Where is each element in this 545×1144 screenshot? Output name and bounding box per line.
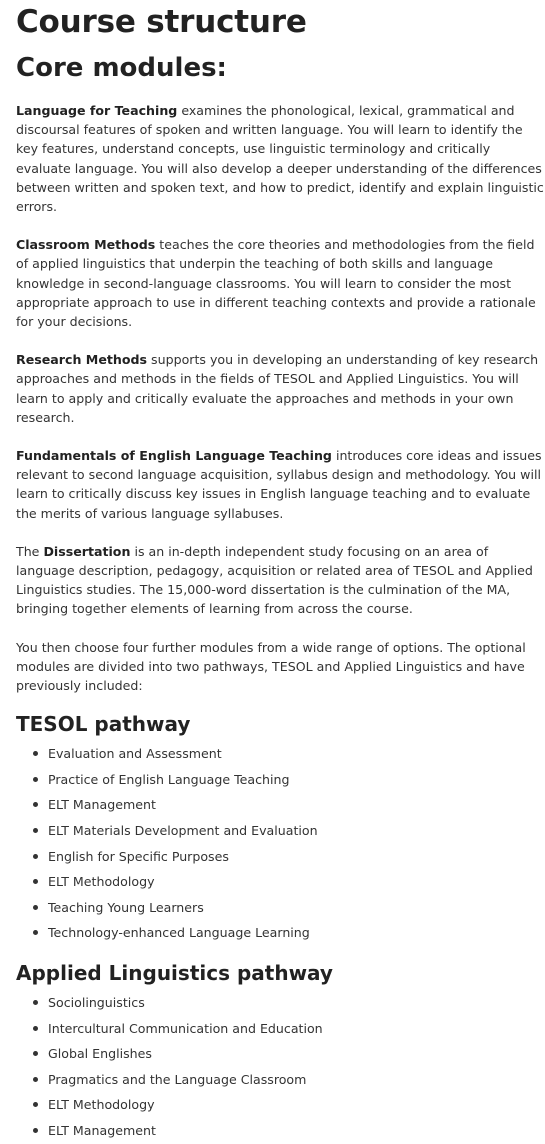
list-item bbox=[16, 741, 545, 767]
module-name-fundamentals-elt: Fundamentals of English Language Teaching bbox=[16, 448, 332, 464]
module-description-language-for-teaching bbox=[16, 101, 545, 216]
list-item bbox=[16, 1118, 545, 1144]
applied-linguistics-pathway-heading: Applied Linguistics pathway bbox=[16, 961, 333, 986]
list-item bbox=[16, 792, 545, 818]
list-item bbox=[16, 818, 545, 844]
list-item-label: Sociolinguistics bbox=[48, 995, 145, 1011]
bullet-icon bbox=[33, 828, 38, 833]
list-item-label: Technology-enhanced Language Learning bbox=[48, 925, 310, 941]
list-item bbox=[16, 895, 545, 921]
module-description-research-methods bbox=[16, 350, 545, 427]
module-text: examines the phonological, lexical, grammatical and discoursal features of spoken and written language. You will learn to identify the key features, understand concepts, use linguistic terminology and critically evaluate language. You will also develop a deeper understanding of the differences between written and spoken text, and how to predict, identify and explain linguistic errors. bbox=[16, 103, 544, 215]
list-item-label: English for Specific Purposes bbox=[48, 848, 229, 864]
list-item bbox=[16, 920, 545, 946]
bullet-icon bbox=[33, 1000, 38, 1005]
list-item bbox=[16, 1016, 545, 1042]
bullet-icon bbox=[33, 1026, 38, 1031]
module-name-classroom-methods: Classroom Methods bbox=[16, 237, 156, 253]
list-item-label: ELT Management bbox=[48, 1123, 156, 1138]
bullet-icon bbox=[33, 1077, 38, 1082]
bullet-icon bbox=[33, 777, 38, 782]
list-item bbox=[16, 1041, 545, 1067]
module-text: teaches the core theories and methodologies from the field of applied linguistics that underpin the teaching of both skills and language knowledge in second-language classrooms. You will learn to consider the most appropriate approach to use in different teaching contexts and provide a rationale for your decisions. bbox=[16, 237, 536, 330]
module-name-language-for-teaching: Language for Teaching bbox=[16, 103, 178, 118]
list-item bbox=[16, 767, 545, 793]
list-item bbox=[16, 1092, 545, 1118]
bullet-icon bbox=[33, 854, 38, 859]
list-item bbox=[16, 990, 545, 1016]
optional-modules-intro: You then choose four further modules from a wide range of options. The optional modules are divided into two pathways, TESOL and Applied Linguistics and have previously included: bbox=[16, 639, 526, 694]
list-item-label: ELT Materials Development and Evaluation bbox=[48, 823, 318, 839]
bullet-icon bbox=[33, 1051, 38, 1056]
list-item-label: Intercultural Communication and Education bbox=[48, 1020, 323, 1036]
tesol-pathway-heading: TESOL pathway bbox=[16, 712, 191, 737]
applied-linguistics-module-list bbox=[16, 990, 545, 1144]
list-item-label: Evaluation and Assessment bbox=[48, 746, 222, 762]
module-text: is an in-depth independent study focusing on an area of language description, pedagogy, acquisition or related area of TESOL and Applied Linguistics studies. The 15,000-word dissertation is the culmination of the MA, bringing together elements of learning from across the course. bbox=[16, 543, 533, 617]
module-description-dissertation bbox=[16, 542, 545, 619]
list-item bbox=[16, 1067, 545, 1093]
list-item bbox=[16, 869, 545, 895]
bullet-icon bbox=[33, 802, 38, 807]
module-name-research-methods: Research Methods bbox=[16, 352, 148, 368]
list-item-label: ELT Methodology bbox=[48, 874, 155, 890]
module-description-classroom-methods bbox=[16, 235, 545, 331]
list-item-label: Global Englishes bbox=[48, 1046, 152, 1062]
tesol-module-list bbox=[16, 741, 545, 946]
bullet-icon bbox=[33, 905, 38, 910]
list-item-label: ELT Methodology bbox=[48, 1097, 155, 1113]
bullet-icon bbox=[33, 1102, 38, 1107]
module-prefix: The bbox=[16, 543, 44, 559]
list-item-label: ELT Management bbox=[48, 797, 156, 813]
bullet-icon bbox=[33, 930, 38, 935]
list-item-label: Pragmatics and the Language Classroom bbox=[48, 1071, 307, 1087]
core-modules-heading: Core modules: bbox=[16, 53, 227, 83]
bullet-icon bbox=[33, 879, 38, 884]
module-text: supports you in developing an understanding of key research approaches and methods in the fields of TESOL and Applied Linguistics. You will learn to apply and critically evaluate the approaches and methods in your own research. bbox=[16, 352, 539, 425]
bullet-icon bbox=[33, 1128, 38, 1133]
page-title: Course structure bbox=[16, 4, 307, 40]
bullet-icon bbox=[33, 751, 38, 756]
module-name-dissertation: Dissertation bbox=[43, 543, 131, 559]
list-item bbox=[16, 844, 545, 870]
module-text: introduces core ideas and issues relevant to second language acquisition, syllabus design and methodology. You will learn to critically discuss key issues in English language teaching and to evaluate the merits of various language syllabuses. bbox=[16, 448, 542, 521]
module-description-fundamentals-elt bbox=[16, 446, 545, 523]
list-item-label: Practice of English Language Teaching bbox=[48, 771, 290, 787]
list-item-label: Teaching Young Learners bbox=[48, 899, 204, 915]
